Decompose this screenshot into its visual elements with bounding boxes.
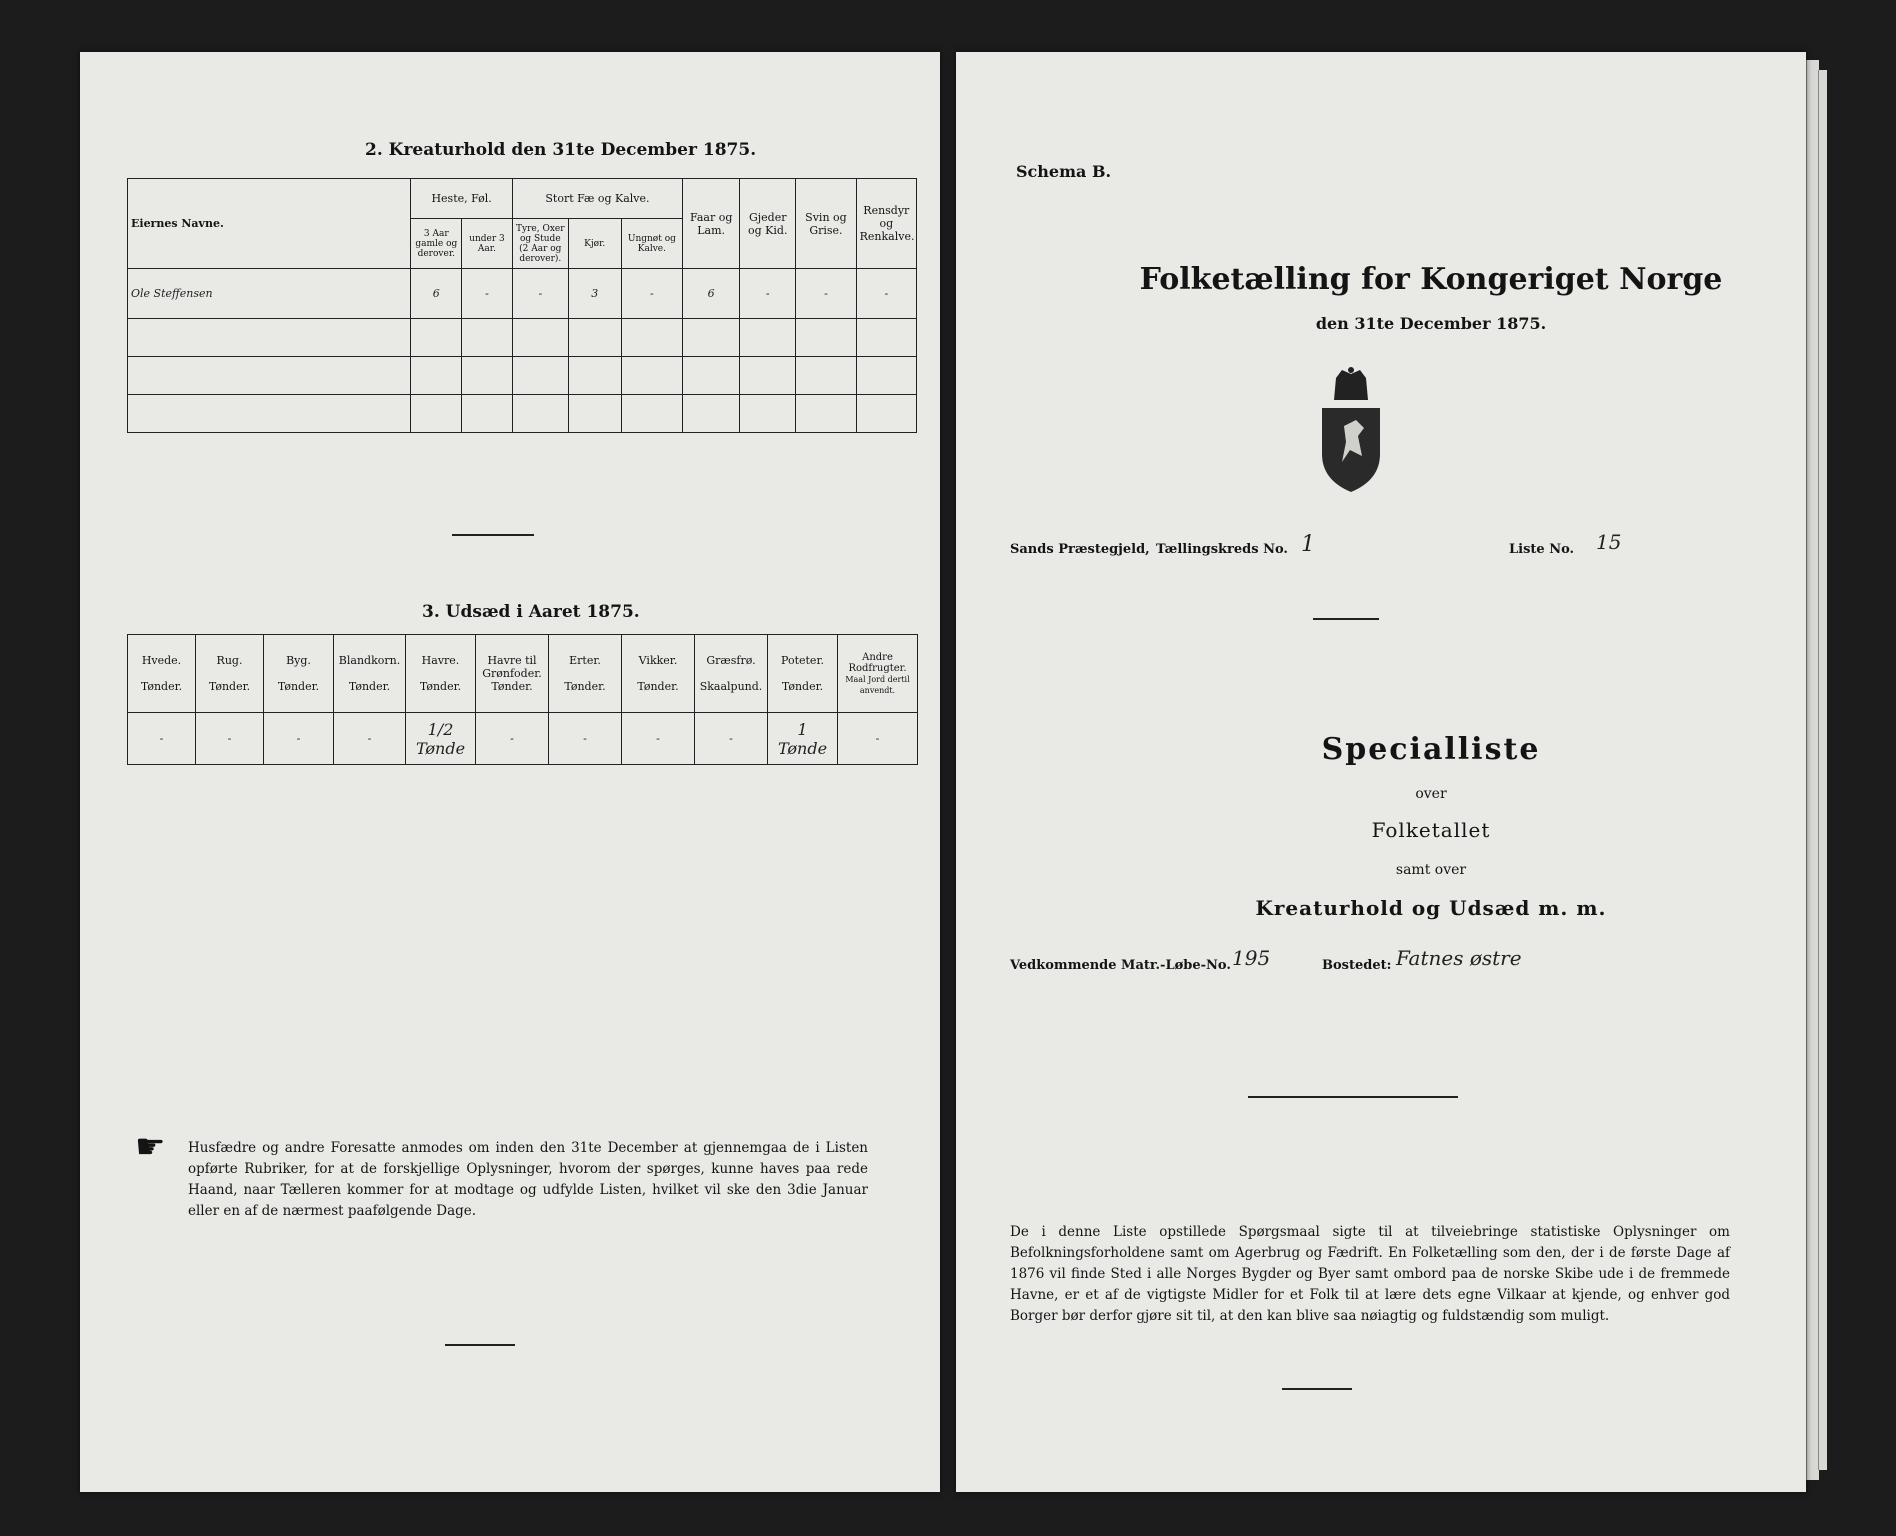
samt-over-text: samt over xyxy=(1395,862,1467,878)
liste-label: Liste No. xyxy=(1509,542,1575,557)
udsaed-table xyxy=(127,634,918,765)
col-andre-rodfrugter: Andre Rodfrugter. Maal Jord dertil anvendt. xyxy=(838,635,918,713)
divider xyxy=(452,534,534,536)
kreds-value: 1 xyxy=(1301,532,1315,557)
matr-label: Vedkommende Matr.-Løbe-No. xyxy=(1010,958,1231,973)
cell: - xyxy=(796,269,856,319)
col-graesfro: Græsfrø. Skaalpund. xyxy=(695,635,768,713)
cell: 3 xyxy=(568,269,621,319)
col-byg: Byg. Tønder. xyxy=(264,635,334,713)
cell: - xyxy=(476,713,549,765)
cell: - xyxy=(512,269,568,319)
info-paragraph: De i denne Liste opstillede Spørgsmaal sigte til at tilveiebringe statistiske Oplysninger om Befolkningsforholdene samt om Agerbrug og Fædrift. En Folketælling som den, der i de første Dage af 1876 vil finde Sted i alle Norges Bygder og Byer samt ombord paa de norske Skibe ude i de fremmede Havne, er et af de vigtigste Midler for et Folk til at lære dets egne Vilkaar at kjende, og enhver god Borger bør derfor gjøre sit til, at den kan blive saa nøiagtig og fuldstændig som muligt. xyxy=(1010,1224,1730,1324)
divider xyxy=(1282,1388,1352,1390)
col-eiernes-navne: Eiernes Navne. xyxy=(128,179,411,269)
kreaturhold-heading: Kreaturhold og Udsæd m. m. xyxy=(1255,896,1607,920)
table-row xyxy=(128,319,917,357)
col-rug: Rug. Tønder. xyxy=(196,635,264,713)
coat-of-arms-icon xyxy=(1306,366,1396,496)
divider xyxy=(445,1344,515,1346)
cell: - xyxy=(334,713,406,765)
col-tyre: Tyre, Oxer og Stude (2 Aar og derover). xyxy=(512,219,568,269)
kreaturhold-title: 2. Kreaturhold den 31te December 1875. xyxy=(365,140,757,160)
col-hvede: Hvede. Tønder. xyxy=(128,635,196,713)
cell: - xyxy=(740,269,796,319)
bosted-label: Bostedet: xyxy=(1322,958,1392,973)
over-text: over xyxy=(1415,786,1447,802)
divider xyxy=(1248,1096,1458,1098)
cell: - xyxy=(128,713,196,765)
bosted-value: Fatnes østre xyxy=(1396,946,1522,970)
cell: 1/2 Tønde xyxy=(406,713,476,765)
cell: - xyxy=(838,713,918,765)
notice-text: Husfædre og andre Foresatte anmodes om inden den 31te December at gjennemgaa de i Listen opførte Rubriker, for at de forskjellige Oplysninger, hvorom der spørges, kunne haves paa rede Haand, naar Tælleren kommer for at modtage og udfylde Listen, hvilket vil ske den 3die Januar eller en af de nærmest paafølgende Dage. xyxy=(188,1140,868,1219)
cell: - xyxy=(856,269,916,319)
right-page xyxy=(956,52,1806,1492)
col-erter: Erter. Tønder. xyxy=(549,635,622,713)
col-gjeder: Gjeder og Kid. xyxy=(740,179,796,269)
cell: - xyxy=(622,713,695,765)
liste-value: 15 xyxy=(1596,530,1622,554)
pointing-hand-icon: ☛ xyxy=(135,1127,166,1167)
cell: - xyxy=(462,269,513,319)
col-stort-fae: Stort Fæ og Kalve. xyxy=(512,179,682,219)
table-row xyxy=(128,395,917,433)
cell: 6 xyxy=(683,269,740,319)
cell: - xyxy=(621,269,682,319)
kreds-label: Tællingskreds No. xyxy=(1156,542,1288,557)
specialliste-heading: Specialliste xyxy=(1321,732,1541,767)
col-heste: Heste, Føl. xyxy=(411,179,512,219)
folketallet-text: Folketallet xyxy=(1371,818,1491,842)
matr-value: 195 xyxy=(1232,946,1271,970)
col-kjor: Kjør. xyxy=(568,219,621,269)
cell: - xyxy=(196,713,264,765)
col-vikker: Vikker. Tønder. xyxy=(622,635,695,713)
table-row xyxy=(128,357,917,395)
cell: 1 Tønde xyxy=(768,713,838,765)
table-row xyxy=(128,713,918,765)
col-svin: Svin og Grise. xyxy=(796,179,856,269)
col-heste-under3: under 3 Aar. xyxy=(462,219,513,269)
col-havre-gronfoder: Havre til Grønfoder. Tønder. xyxy=(476,635,549,713)
schema-label: Schema B. xyxy=(1016,162,1112,181)
page-title: Folketælling for Kongeriget Norge xyxy=(1139,262,1723,297)
census-date: den 31te December 1875. xyxy=(1315,314,1547,333)
col-havre: Havre. Tønder. xyxy=(406,635,476,713)
owner-name: Ole Steffensen xyxy=(128,269,411,319)
table-row xyxy=(128,269,917,319)
cell: 6 xyxy=(411,269,462,319)
cell: - xyxy=(695,713,768,765)
col-heste-3aar: 3 Aar gamle og derover. xyxy=(411,219,462,269)
col-rensdyr: Rensdyr og Renkalve. xyxy=(856,179,916,269)
cell: - xyxy=(549,713,622,765)
divider xyxy=(1313,618,1379,620)
cell: - xyxy=(264,713,334,765)
kreaturhold-table xyxy=(127,178,917,433)
col-blandkorn: Blandkorn. Tønder. xyxy=(334,635,406,713)
prestegjeld-label: Sands Præstegjeld, xyxy=(1010,542,1150,557)
left-page xyxy=(80,52,940,1492)
page-edge xyxy=(1818,70,1827,1470)
col-faar: Faar og Lam. xyxy=(683,179,740,269)
col-ungnot: Ungnøt og Kalve. xyxy=(621,219,682,269)
udsaed-title: 3. Udsæd i Aaret 1875. xyxy=(422,602,640,622)
col-poteter: Poteter. Tønder. xyxy=(768,635,838,713)
